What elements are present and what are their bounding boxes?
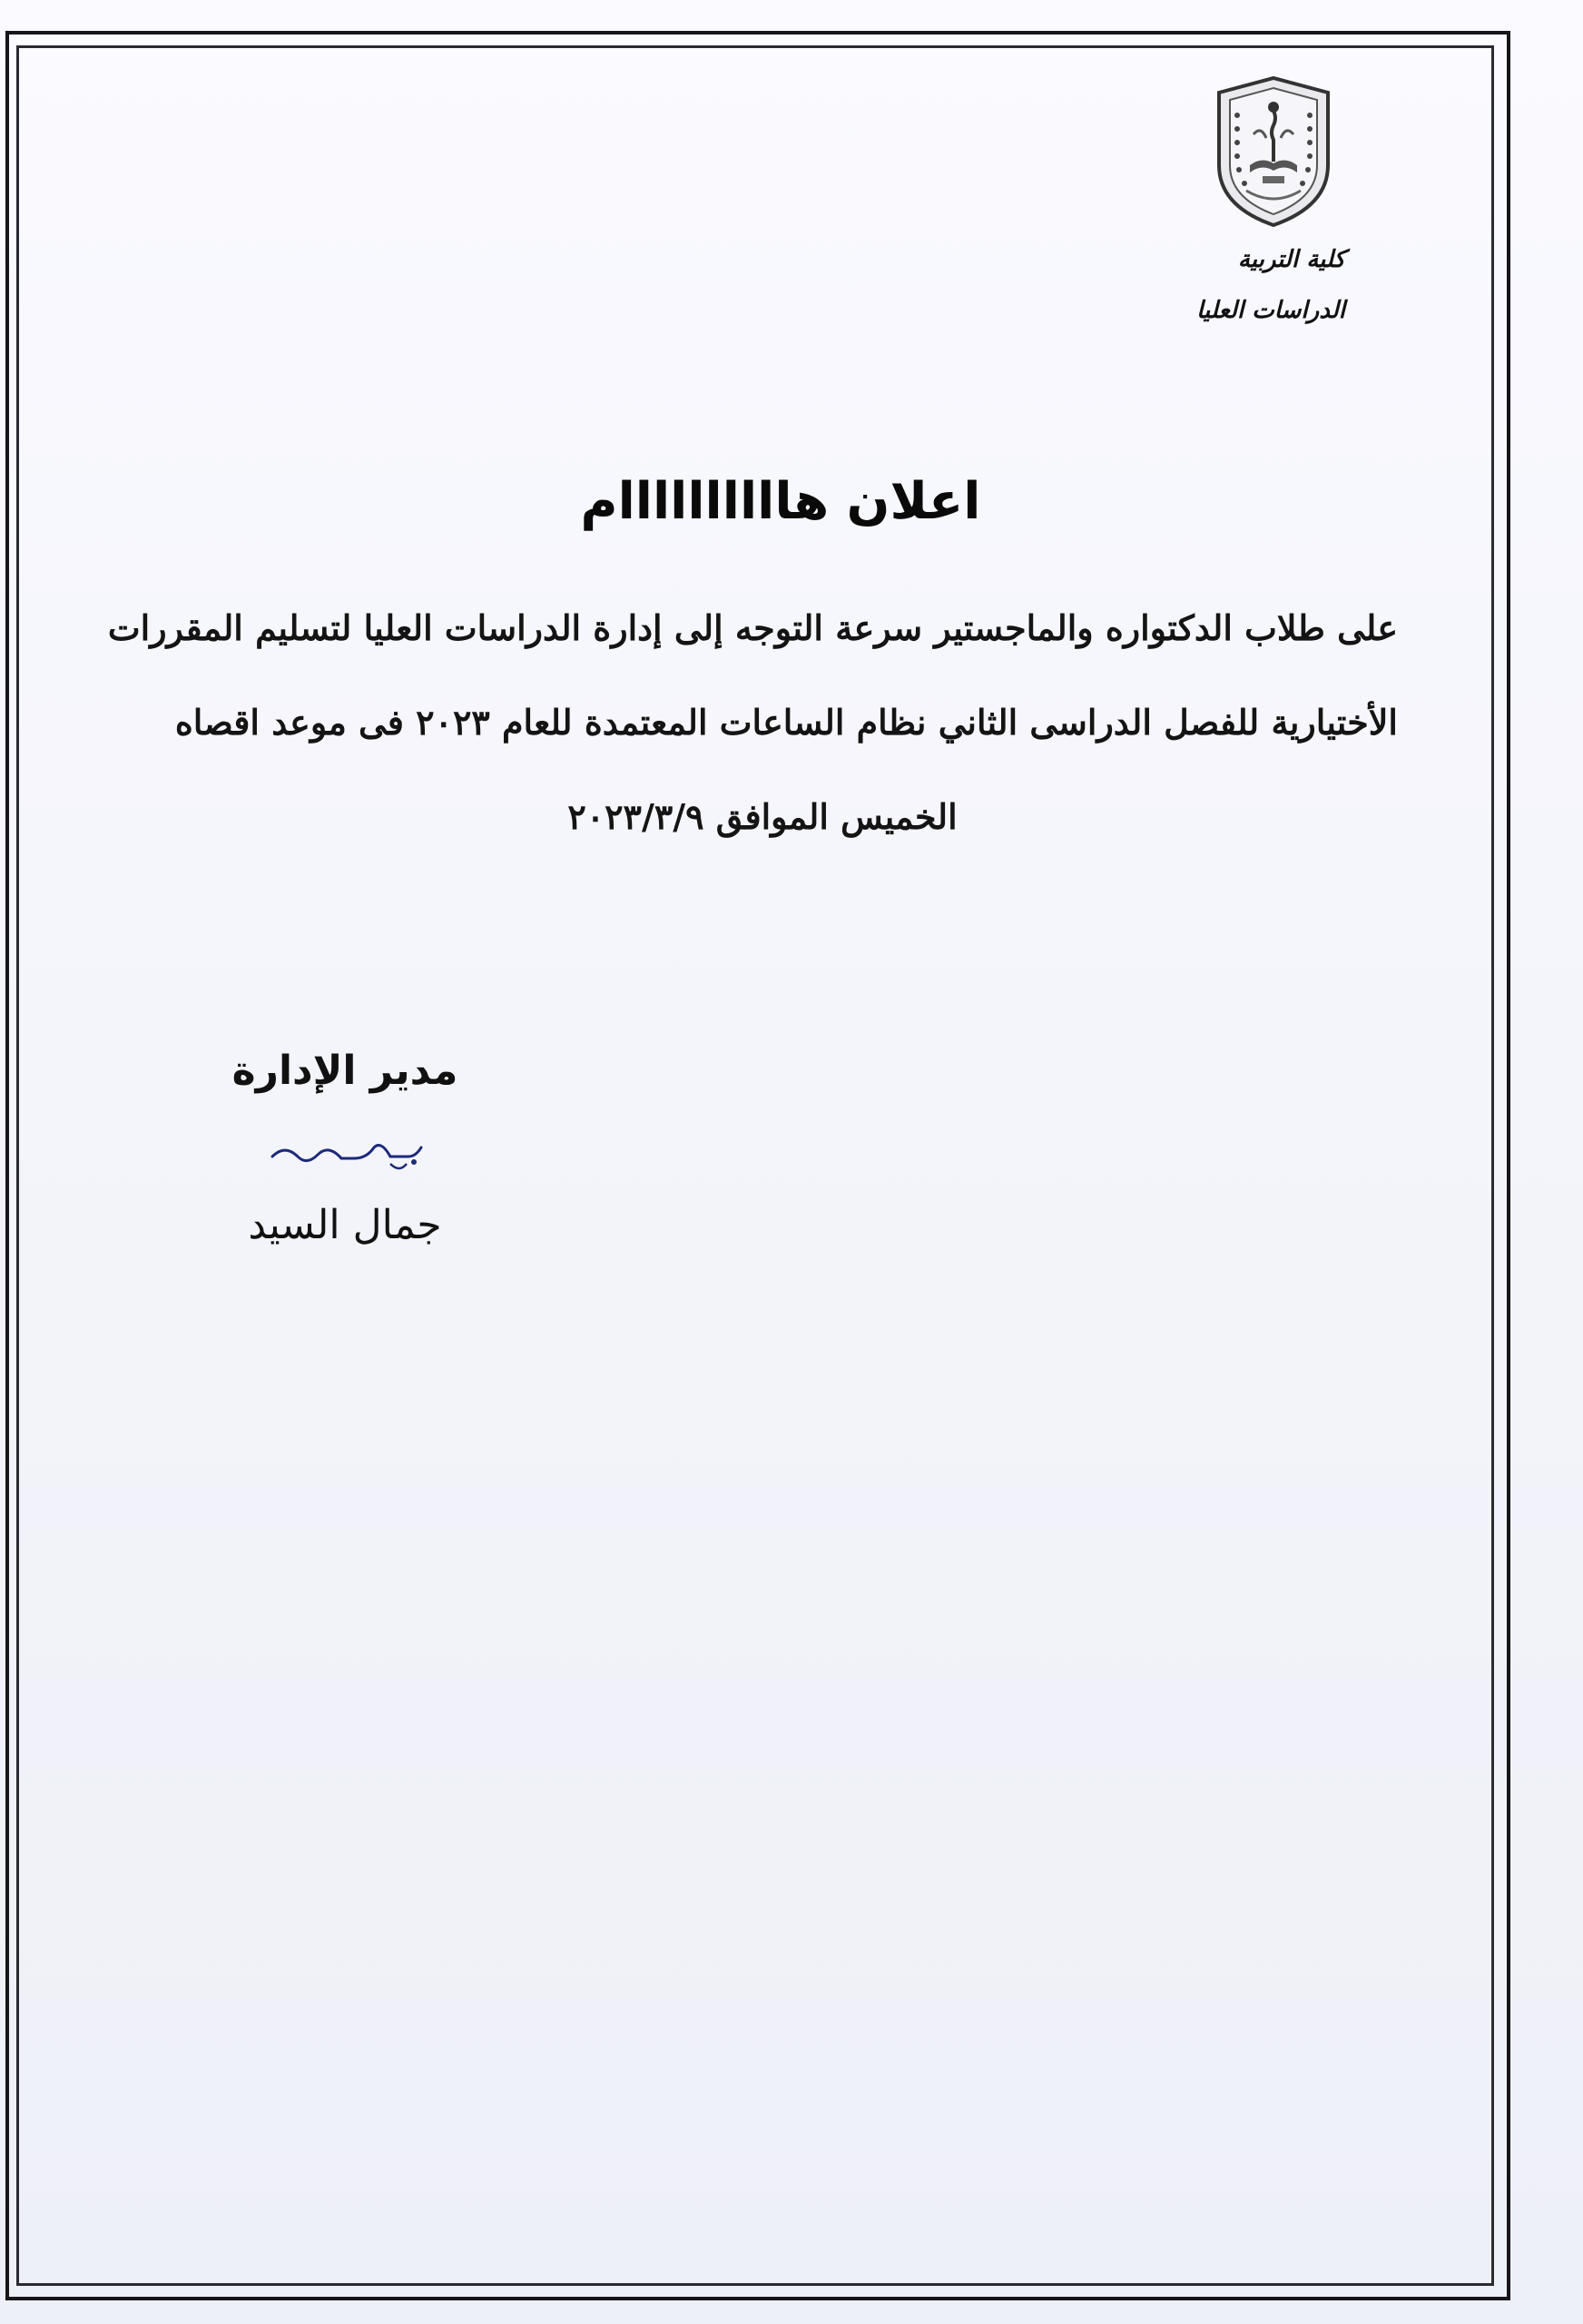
department-name: الدراسات العليا: [1196, 297, 1345, 324]
faculty-seal-logo: [1210, 74, 1337, 229]
announcement-title: اعلان هاااااااااام: [580, 472, 981, 531]
announcement-line-3: الخميس الموافق ٢٠٢٣/٣/٩: [567, 796, 958, 837]
announcement-line-1: على طلاب الدكتواره والماجستير سرعة التوجه إلى إدارة الدراسات العليا لتسليم المقررات: [107, 607, 1398, 648]
announcement-line-2: الأختيارية للفصل الدراسى الثاني نظام الساعات المعتمدة للعام ٢٠٢٣ فى موعد اقصاه: [174, 702, 1398, 743]
institution-header: [1196, 234, 1345, 336]
faculty-name: كلية التربية: [1237, 246, 1345, 273]
signer-name: جمال السيد: [248, 1202, 442, 1248]
signature-block: [182, 1035, 508, 1262]
signer-title: مدير الإدارة: [231, 1048, 458, 1094]
handwritten-signature: [254, 1120, 436, 1184]
announcement-body: [107, 581, 1398, 864]
